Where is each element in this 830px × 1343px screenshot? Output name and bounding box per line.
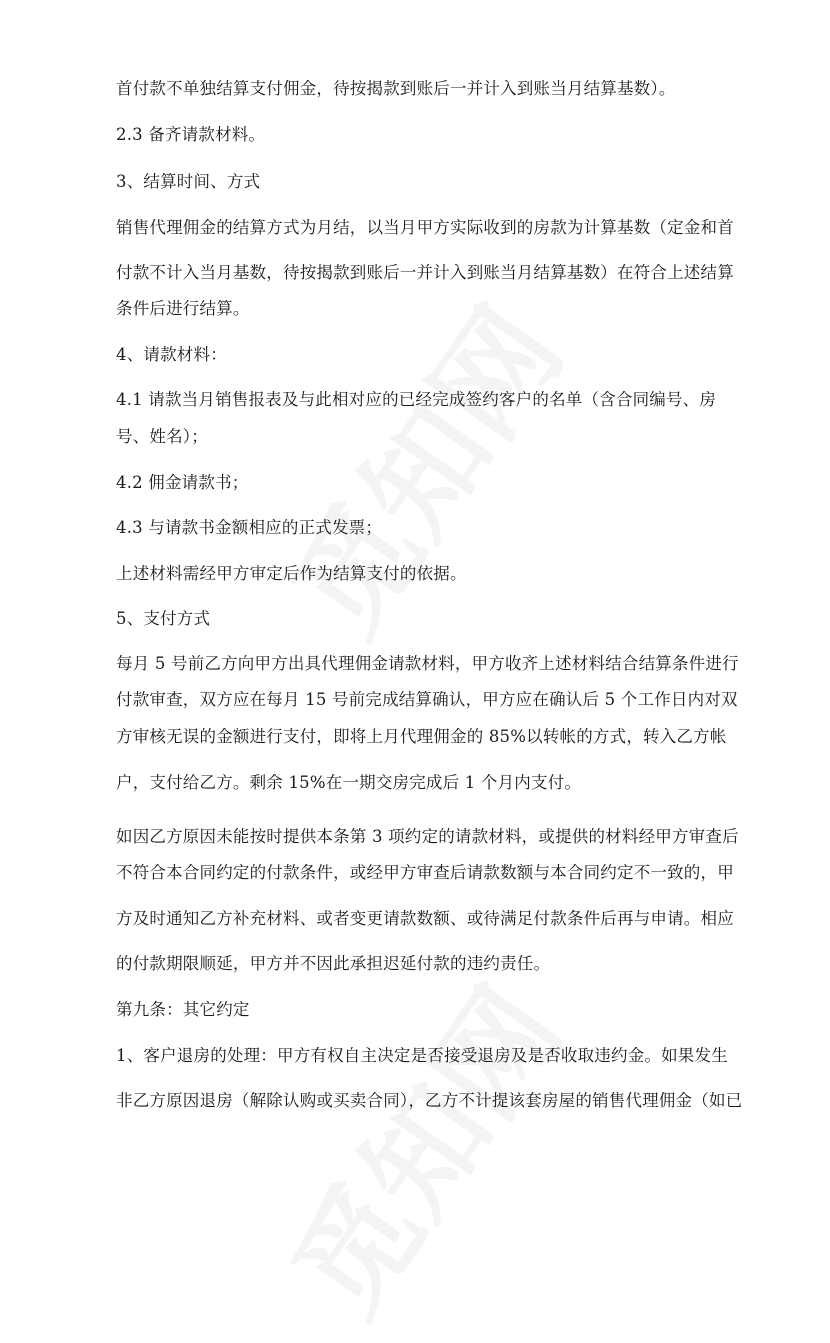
- section-heading: 3、结算时间、方式: [116, 172, 261, 191]
- article-heading: 第九条：其它约定: [116, 1000, 250, 1019]
- paragraph-line: 每月 5 号前乙方向甲方出具代理佣金请款材料，甲方收齐上述材料结合结算条件进行: [116, 654, 739, 673]
- paragraph-line: 4.2 佣金请款书；: [116, 473, 249, 492]
- section-heading: 5、支付方式: [116, 609, 211, 628]
- paragraph-line: 销售代理佣金的结算方式为月结，以当月甲方实际收到的房款为计算基数（定金和首: [116, 218, 734, 237]
- paragraph-line: 方及时通知乙方补充材料、或者变更请款数额、或待满足付款条件后再与申请。相应: [116, 909, 734, 928]
- paragraph-line: 4.1 请款当月销售报表及与此相对应的已经完成签约客户的名单（含合同编号、房: [116, 390, 717, 409]
- paragraph-line: 如因乙方原因未能按时提供本条第 3 项约定的请款材料，或提供的材料经甲方审查后: [116, 827, 739, 846]
- section-heading: 4、请款材料：: [116, 345, 227, 364]
- watermark: [246, 269, 593, 663]
- paragraph-line: 上述材料需经甲方审定后作为结算支付的依据。: [116, 564, 467, 583]
- paragraph-line: 付款不计入当月基数，待按揭款到账后一并计入到账当月结算基数）在符合上述结算: [116, 263, 734, 282]
- watermark: [246, 949, 593, 1343]
- paragraph-line: 不符合本合同约定的付款条件，或经甲方审查后请款数额与本合同约定不一致的，甲: [116, 863, 734, 882]
- paragraph-line: 付款审查，双方应在每月 15 号前完成结算确认，甲方应在确认后 5 个工作日内对双: [116, 690, 738, 709]
- paragraph-line: 1、客户退房的处理：甲方有权自主决定是否接受退房及是否收取违约金。如果发生: [116, 1046, 728, 1065]
- paragraph-line: 非乙方原因退房（解除认购或买卖合同），乙方不计提该套房屋的销售代理佣金（如已: [116, 1091, 743, 1110]
- paragraph-line: 户，支付给乙方。剩余 15%在一期交房完成后 1 个月内支付。: [116, 773, 582, 792]
- paragraph-line: 方审核无误的金额进行支付，即将上月代理佣金的 85%以转帐的方式，转入乙方帐: [116, 727, 727, 746]
- paragraph-line: 号、姓名）；: [116, 427, 208, 446]
- paragraph-line: 条件后进行结算。: [116, 299, 250, 318]
- paragraph-line: 4.3 与请款书金额相应的正式发票；: [116, 518, 383, 537]
- section-heading: 2.3 备齐请款材料。: [116, 125, 266, 144]
- paragraph-line: 的付款期限顺延，甲方并不因此承担迟延付款的违约责任。: [116, 954, 551, 973]
- paragraph-line: 首付款不单独结算支付佣金，待按揭款到账后一并计入到账当月结算基数）。: [116, 79, 676, 98]
